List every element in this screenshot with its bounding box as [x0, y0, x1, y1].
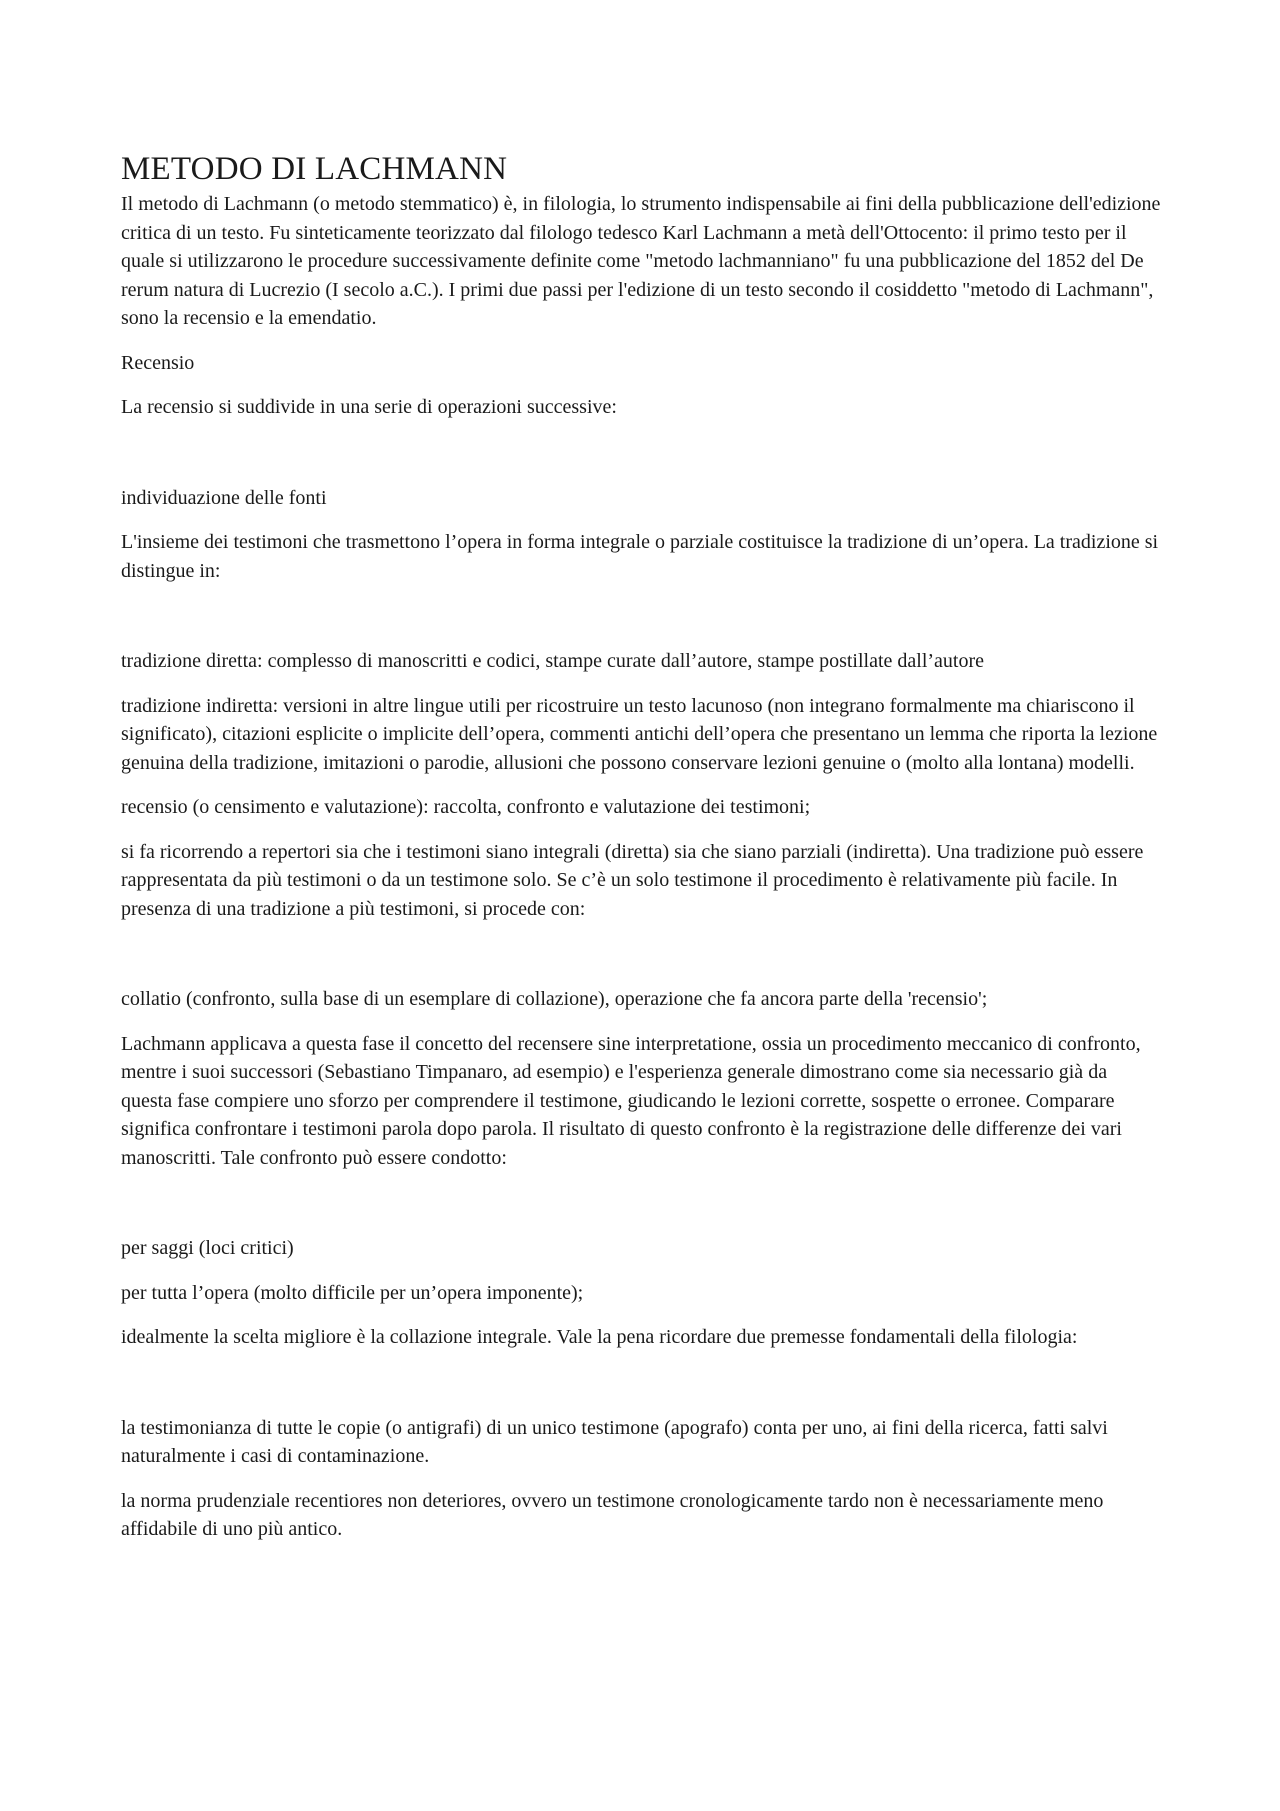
paragraph-recensio-operations: La recensio si suddivide in una serie di operazioni successive:: [121, 396, 617, 418]
paragraph-recensio-heading: Recensio: [121, 351, 195, 374]
document-title: METODO DI LACHMANN: [121, 151, 508, 187]
paragraph-individuazione-fonti: individuazione delle fonti: [121, 486, 327, 509]
paragraph-tradizione: L'insieme dei testimoni che trasmettono l’opera in forma integrale o parziale costituisce la tradizione di un’opera. La tradizione si distingue in:: [121, 531, 1159, 582]
paragraph-recentiores: la norma prudenziale recentiores non deteriores, ovvero un testimone cronologicamente tardo non è necessariamente meno affidabile di uno più antico.: [121, 1489, 1104, 1540]
paragraph-collatio: collatio (confronto, sulla base di un esemplare di collazione), operazione che fa ancora parte della 'recensio';: [121, 988, 988, 1010]
paragraph-recensio-censimento: recensio (o censimento e valutazione): raccolta, confronto e valutazione dei testimoni;: [121, 796, 811, 818]
document-page: [121, 150, 1161, 1560]
paragraph-tradizione-diretta: tradizione diretta: complesso di manoscritti e codici, stampe curate dall’autore, stampe postillate dall’autore: [121, 650, 985, 672]
paragraph-lachmann-applicava: Lachmann applicava a questa fase il concetto del recensere sine interpretatione, ossia un procedimento meccanico di confronto, mentre i suoi successori (Sebastiano Timpanaro, ad esempio) e l'esperienza generale dimostrano come sia necessario già da questa fase compiere uno sforzo per comprendere il testimone, giudicando le lezioni corrette, sospette o erronee. Comparare significa confrontare i testimoni parola dopo parola. Il risultato di questo confronto è la registrazione delle differenze dei vari manoscritti. Tale confronto può essere condotto:: [121, 1032, 1141, 1169]
paragraph-repertori: si fa ricorrendo a repertori sia che i testimoni siano integrali (diretta) sia che siano parziali (indiretta). Una tradizione può essere rappresentata da più testimoni o da un testimone solo. Se c’è un solo testimone il procedimento è relativamente più facile. In presenza di una tradizione a più testimoni, si procede con:: [121, 840, 1144, 920]
paragraph-per-saggi: per saggi (loci critici): [121, 1237, 294, 1259]
paragraph-testimonianza-copie: la testimonianza di tutte le copie (o antigrafi) di un unico testimone (apografo) conta per uno, ai fini della ricerca, fatti salvi naturalmente i casi di contaminazione.: [121, 1416, 1108, 1467]
paragraph-tradizione-indiretta: tradizione indiretta: versioni in altre lingue utili per ricostruire un testo lacunoso (non integrano formalmente ma chiariscono il significato), citazioni esplicite o implicite dell’opera, commenti antichi dell’opera che presentano un lemma che riporta la lezione genuina della tradizione, imitazioni o parodie, allusioni che possono conservare lezioni genuine o (molto alla lontana) modelli.: [121, 694, 1158, 774]
paragraph-intro: Il metodo di Lachmann (o metodo stemmatico) è, in filologia, lo strumento indispensabile ai fini della pubblicazione dell'edizione critica di un testo. Fu sinteticamente teorizzato dal filologo tedesco Karl Lachmann a metà dell'Ottocento: il primo testo per il quale si utilizzarono le procedure successivamente definite come "metodo lachmanniano" fu una pubblicazione del 1852 del De rerum natura di Lucrezio (I secolo a.C.). I primi due passi per l'edizione di un testo secondo il cosiddetto "metodo di Lachmann", sono la recensio e la emendatio.: [121, 193, 1161, 329]
paragraph-collazione-integrale: idealmente la scelta migliore è la collazione integrale. Vale la pena ricordare due premesse fondamentali della filologia:: [121, 1326, 1078, 1348]
paragraph-per-tutta-opera: per tutta l’opera (molto difficile per un’opera imponente);: [121, 1281, 584, 1304]
